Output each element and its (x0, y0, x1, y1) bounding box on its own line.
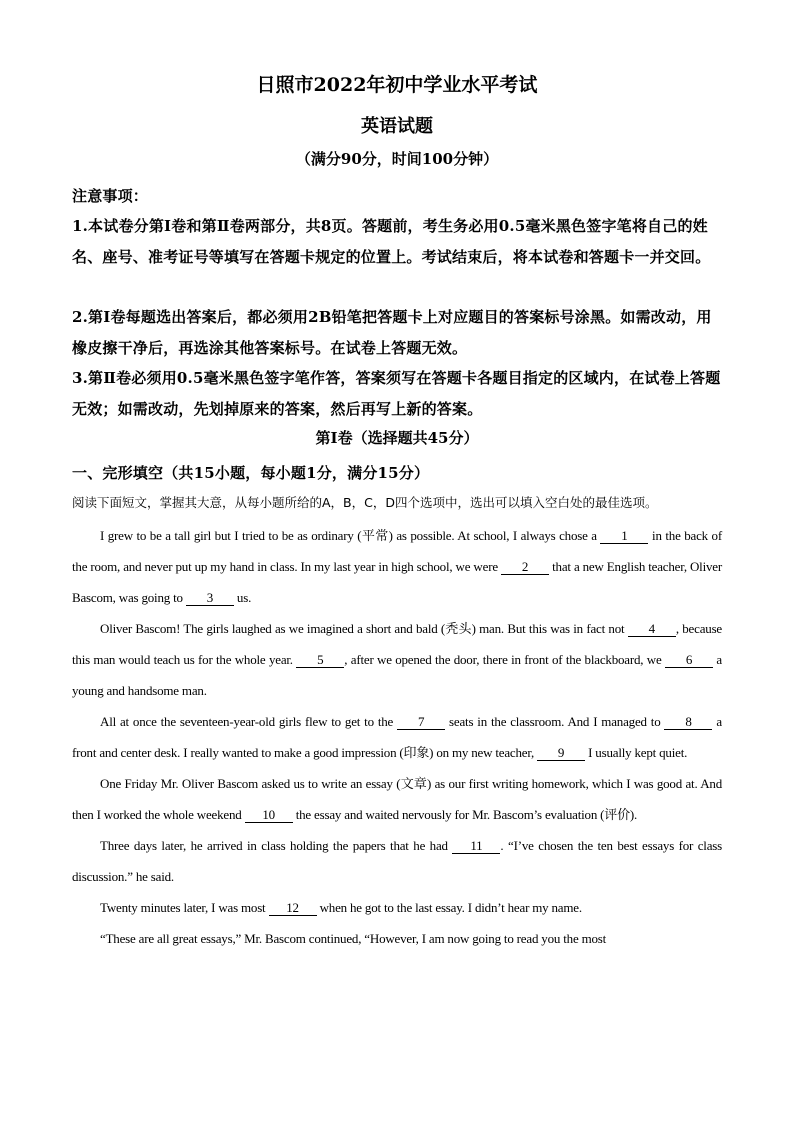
notice-item-1: 1.本试卷分第Ⅰ卷和第Ⅱ卷两部分，共8页。答题前，考生务必用0.5毫米黑色签字笔将自己的姓名、座号、准考证号等填写在答题卡规定的位置上。考试结束后，将本试卷和答题卡一并交回。 (72, 217, 711, 266)
cloze-blank-4: 4 (628, 622, 676, 637)
passage-paragraph-7 (72, 923, 722, 954)
passage-text: a young and handsome man. (72, 652, 722, 698)
passage-text: that a new English teacher, Oliver Bascom, was going to (72, 559, 723, 605)
passage-text: “These are all great essays,” Mr. Bascom continued, “However, I am now going to read you the most (100, 931, 607, 946)
passage-text: seats in the classroom. And I managed to (445, 714, 665, 729)
passage-text: Oliver Bascom! The girls laughed as we imagined a short and bald (秃头) man. But this was in fact not (100, 621, 628, 636)
cloze-blank-9: 9 (537, 746, 585, 761)
passage-paragraph-5 (72, 830, 722, 892)
passage-text: in the back of the room, and never put up my hand in class. In my last year in high school, we were (72, 528, 722, 574)
passage-text: when he got to the last essay. I didn’t hear my name. (316, 900, 582, 915)
cloze-blank-5: 5 (296, 653, 344, 668)
exam-title: 日照市2022年初中学业水平考试 (256, 74, 538, 96)
passage-text: us. (233, 590, 252, 605)
cloze-blank-1: 1 (600, 529, 648, 544)
cloze-blank-3: 3 (186, 591, 234, 606)
passage-text: a front and center desk. I really wanted to make a good impression (印象) on my new teacher, (72, 714, 723, 760)
passage-paragraph-1 (72, 520, 722, 613)
cloze-blank-10: 10 (245, 808, 293, 823)
passage-paragraph-2 (72, 613, 722, 706)
cloze-blank-12: 12 (269, 901, 317, 916)
passage-text: . “I’ve chosen the ten best essays for class discussion.” he said. (72, 838, 722, 884)
cloze-blank-8: 8 (664, 715, 712, 730)
passage-text: the essay and waited nervously for Mr. Bascom’s evaluation (评价). (292, 807, 638, 822)
cloze-blank-11: 11 (452, 839, 500, 854)
notice-item-3: 3.第Ⅱ卷必须用0.5毫米黑色签字笔作答，答案须写在答题卡各题目指定的区域内，在试卷上答题无效；如需改动，先划掉原来的答案，然后再写上新的答案。 (72, 369, 721, 418)
passage-text: Twenty minutes later, I was most (100, 900, 269, 915)
exam-info: （满分90分，时间100分钟） (295, 150, 499, 168)
notice-item-2: 2.第Ⅰ卷每题选出答案后，都必须用2B铅笔把答题卡上对应题目的答案标号涂黑。如需改动，用橡皮擦干净后，再选涂其他答案标号。在试卷上答题无效。 (72, 308, 712, 357)
passage-text: All at once the seventeen-year-old girls flew to get to the (100, 714, 398, 729)
cloze-blank-2: 2 (501, 560, 549, 575)
passage-text: I usually kept quiet. (585, 745, 688, 760)
volume-1-heading: 第Ⅰ卷（选择题共45分） (315, 429, 479, 447)
exam-subject: 英语试题 (361, 116, 433, 137)
passage-text: , after we opened the door, there in front of the blackboard, we (344, 652, 665, 667)
passage-text: Three days later, he arrived in class holding the papers that he had (100, 838, 453, 853)
section-1-instruction: 阅读下面短文，掌握其大意，从每小题所给的A，B，C，D四个选项中，选出可以填入空白处的最佳选项。 (72, 495, 658, 510)
notice-heading: 注意事项： (72, 187, 149, 205)
cloze-blank-6: 6 (665, 653, 713, 668)
cloze-blank-7: 7 (397, 715, 445, 730)
section-1-heading: 一、完形填空（共15小题，每小题1分，满分15分） (72, 464, 430, 482)
cloze-passage (72, 520, 722, 954)
passage-paragraph-4 (72, 768, 722, 830)
passage-text: , because this man would teach us for the whole year. (72, 621, 722, 667)
passage-paragraph-6 (72, 892, 722, 923)
passage-text: One Friday Mr. Oliver Bascom asked us to write an essay (文章) as our first writing homework, which I was good at. And then I worked the whole weekend (72, 776, 722, 822)
passage-paragraph-3 (72, 706, 722, 768)
passage-text: I grew to be a tall girl but I tried to be as ordinary (平常) as possible. At school, I always chose a (100, 528, 601, 543)
